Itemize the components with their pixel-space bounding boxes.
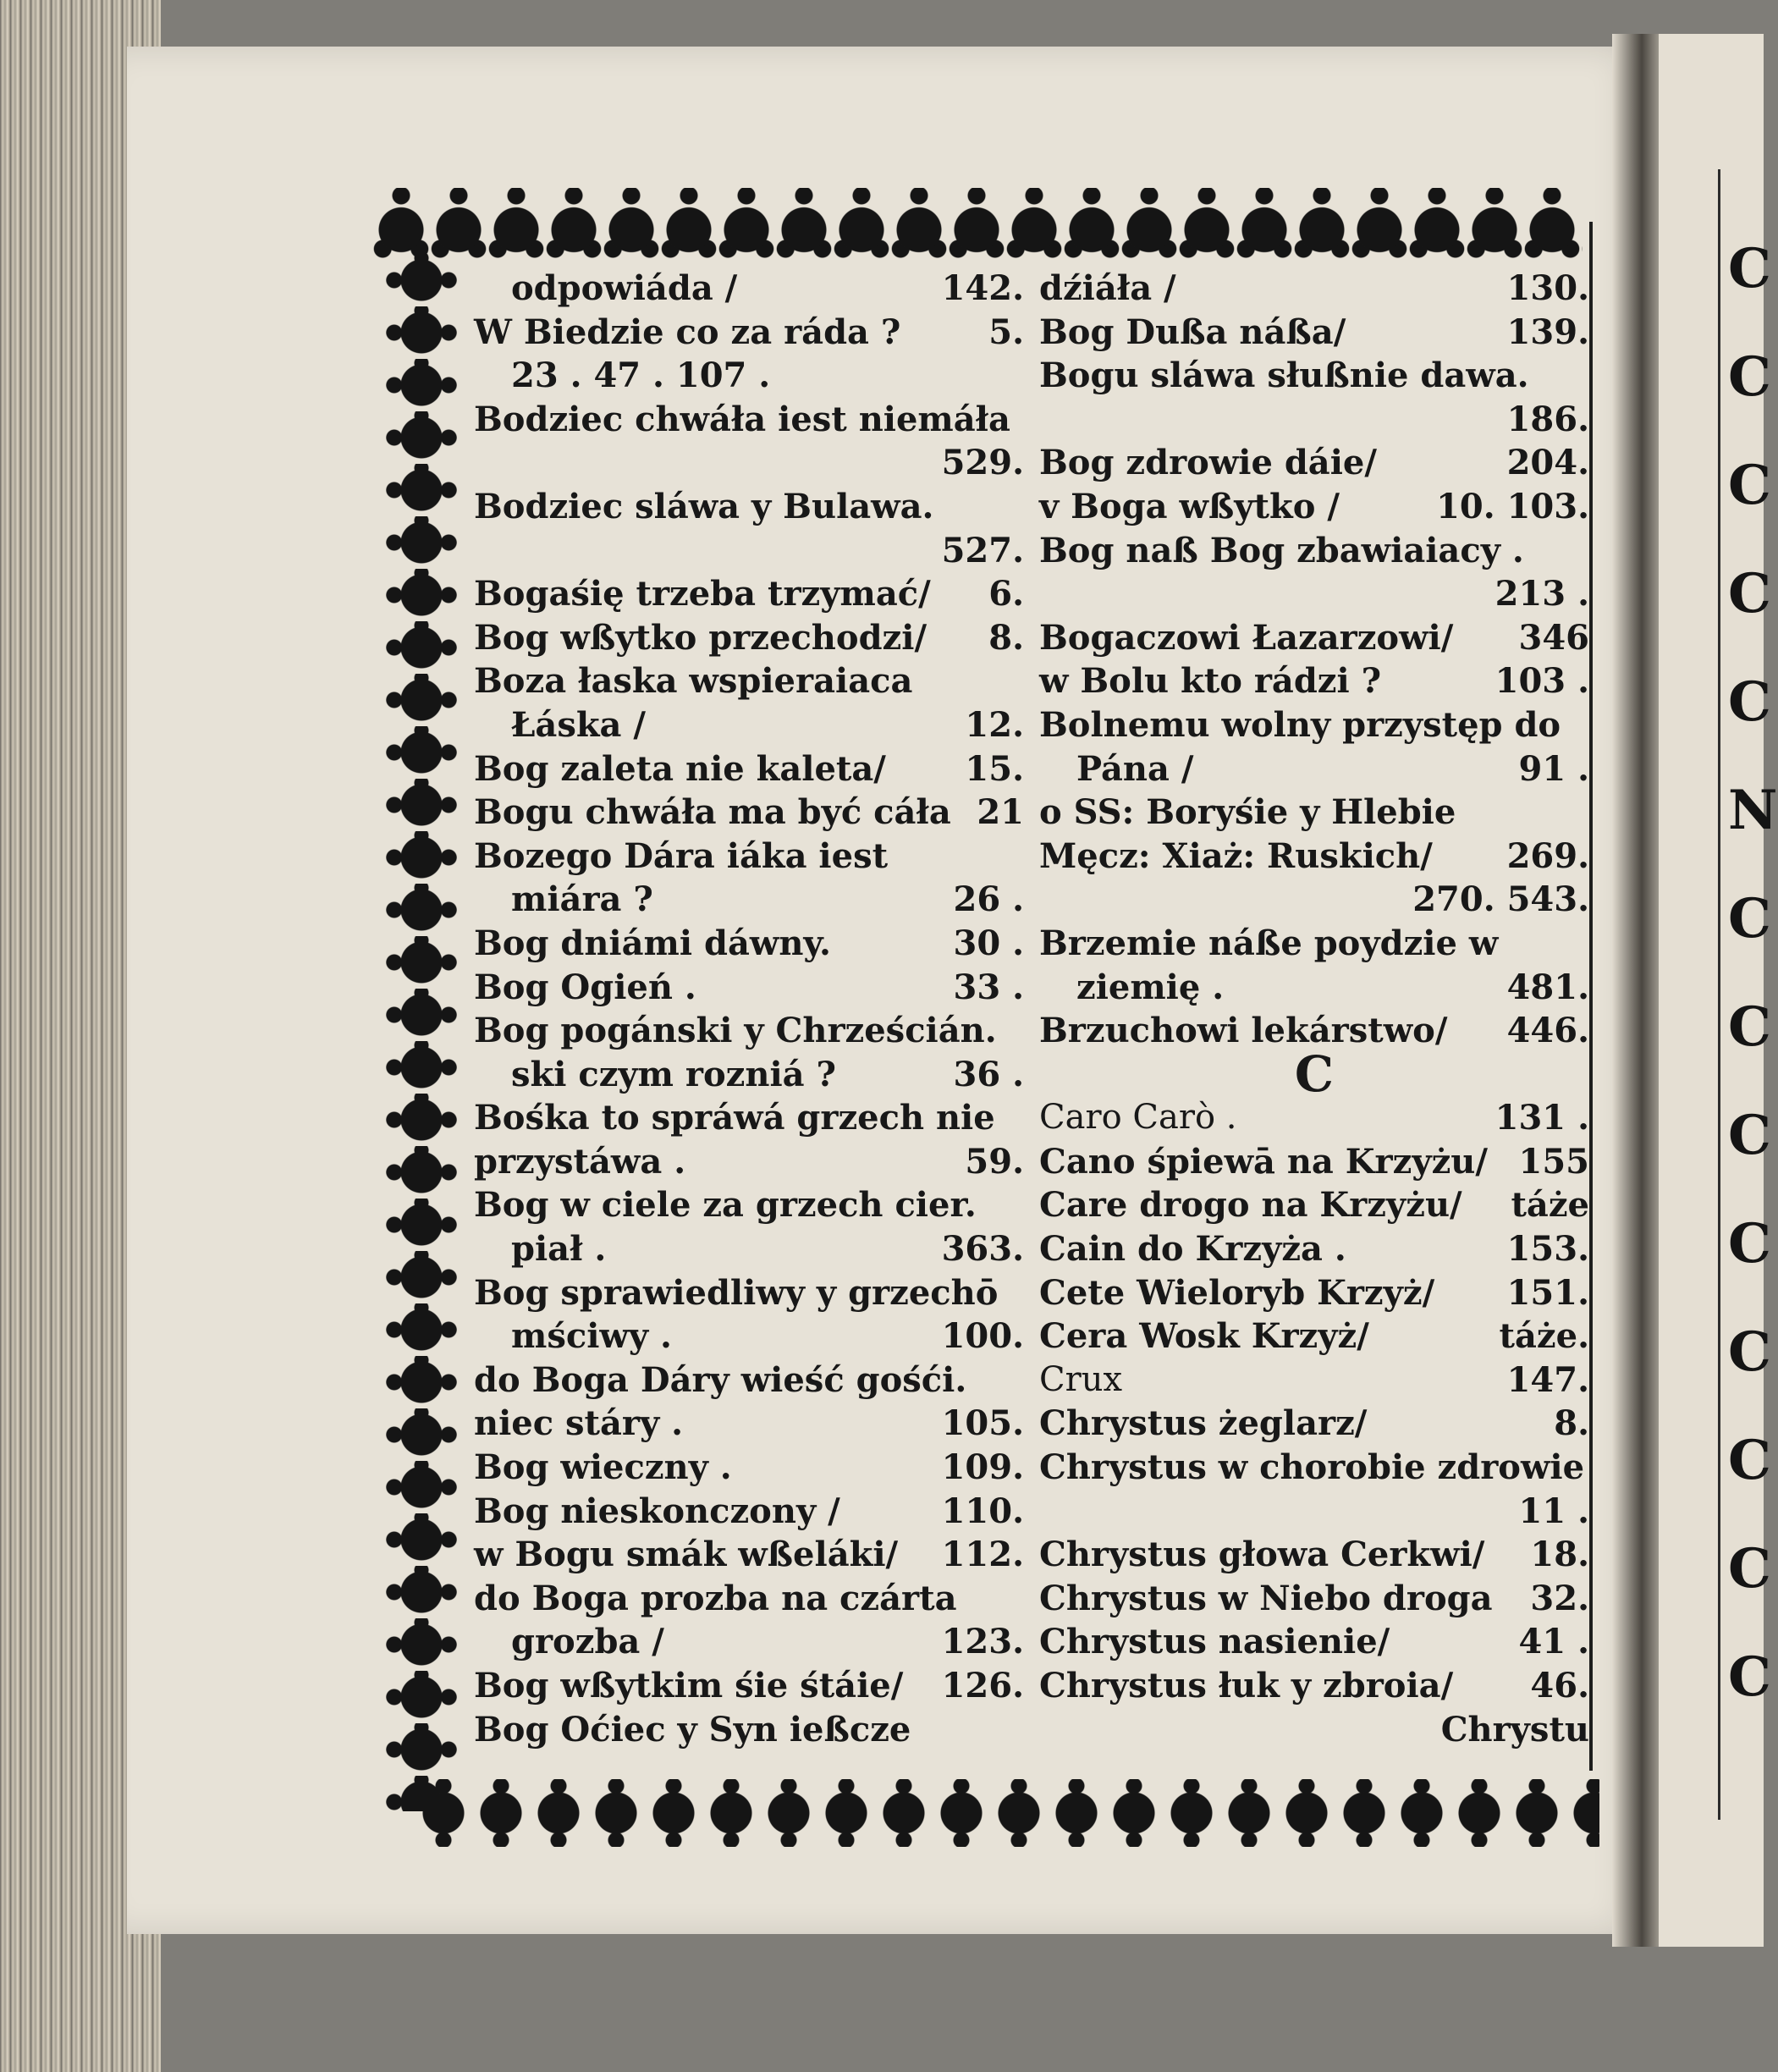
right-page-letter: C	[1728, 237, 1771, 300]
right-page-letter: C	[1728, 995, 1771, 1059]
entry-text: Bog Ogień .	[474, 967, 696, 1007]
entry-page-number: 130.	[1506, 268, 1589, 308]
entry-text	[1039, 1490, 1508, 1534]
index-column-right	[1039, 267, 1589, 1751]
entry-text	[474, 529, 932, 573]
right-page-letter: C	[1728, 1645, 1771, 1709]
entry-page-number: 30 .	[953, 923, 1024, 963]
entry-text: Łáska /	[511, 704, 647, 745]
entry-page-number: 147.	[1506, 1359, 1589, 1400]
entry-text: Bog nieskonczony /	[474, 1491, 840, 1531]
index-entry	[1039, 311, 1589, 355]
entry-text: Bogu sláwa słußnie dawa.	[1039, 355, 1529, 396]
index-entry	[1039, 878, 1589, 922]
index-entry	[474, 616, 1024, 660]
top-ornament-border	[372, 188, 1583, 264]
entry-page-number: 26 .	[953, 879, 1024, 920]
entry-page-number: 363.	[941, 1229, 1024, 1270]
index-entry	[474, 1140, 1024, 1184]
index-entry	[474, 1227, 1024, 1271]
entry-page-number	[1014, 1096, 1024, 1140]
entry-text: Bog naß Bog zbawiaiacy .	[1039, 530, 1524, 570]
index-entry	[474, 267, 1024, 311]
index-entry	[474, 1490, 1024, 1534]
index-entry	[1039, 1271, 1589, 1315]
index-entry	[1039, 1358, 1589, 1402]
index-entry	[1039, 835, 1589, 879]
entry-text: o SS: Boryśie y Hlebie	[1039, 792, 1456, 833]
entry-text: Bog zdrowie dáie/	[1039, 443, 1377, 483]
index-entry	[474, 398, 1024, 442]
entry-text: Chrystus w chorobie zdrowie	[1039, 1447, 1585, 1488]
index-entry	[1039, 1140, 1589, 1184]
index-entry	[474, 659, 1024, 703]
entry-text: Chrystus żeglarz/	[1039, 1403, 1368, 1444]
entry-text: Bog Oćiec y Syn ießcze	[474, 1709, 911, 1750]
entry-text: w Bogu smák wßeláki/	[474, 1535, 899, 1575]
index-entry	[1039, 747, 1589, 791]
bottom-ornament-border	[415, 1779, 1599, 1847]
index-entry	[1039, 616, 1589, 660]
entry-page-number: 36 .	[953, 1054, 1024, 1094]
entry-text: Bodziec chwáła iest niemáła	[474, 399, 1010, 439]
entry-text: mściwy .	[511, 1316, 672, 1357]
entry-text: przystáwa .	[474, 1141, 686, 1182]
right-page-letter: C	[1728, 670, 1771, 734]
index-entry	[1039, 1446, 1589, 1490]
entry-page-number: 142.	[941, 268, 1024, 308]
entry-text: Bog wßytko przechodzi/	[474, 617, 928, 658]
entry-text: odpowiáda /	[511, 268, 738, 308]
entry-text: Crux	[1039, 1359, 1123, 1399]
entry-text: Chrystus głowa Cerkwi/	[1039, 1535, 1485, 1575]
entry-text: Bogu chwáła ma być cáła	[474, 792, 951, 833]
entry-text	[1039, 398, 1497, 442]
entry-text: Bog sprawiedliwy y grzechō	[474, 1272, 999, 1313]
index-entry	[1039, 1533, 1589, 1577]
index-entry	[1039, 529, 1589, 573]
entry-page-number: 269.	[1506, 835, 1589, 876]
index-entry	[1039, 1577, 1589, 1621]
right-page-letter: C	[1728, 1104, 1771, 1167]
index-entry	[474, 1708, 1024, 1752]
index-entry	[1039, 485, 1589, 529]
entry-text: do Boga prozba na czárta	[474, 1578, 957, 1618]
entry-page-number: 123.	[941, 1622, 1024, 1662]
entry-page-number: 126.	[941, 1666, 1024, 1706]
entry-text: Chrystus nasienie/	[1039, 1622, 1390, 1662]
entry-page-number: 186.	[1506, 399, 1589, 439]
index-entry	[1039, 398, 1589, 442]
entry-text: Bog wieczny .	[474, 1447, 732, 1488]
index-entry	[474, 1533, 1024, 1577]
section-heading: C	[1294, 1044, 1335, 1103]
entry-text: Boza łaska wspieraiaca	[474, 661, 913, 702]
index-entry	[474, 835, 1024, 879]
entry-page-number	[1579, 703, 1589, 747]
entry-page-number: 155	[1518, 1141, 1589, 1182]
entry-text: Bog pogánski y Chrześcián.	[474, 1011, 997, 1051]
entry-page-number: 8.	[1554, 1403, 1589, 1444]
entry-text: Cain do Krzyża .	[1039, 1229, 1346, 1270]
entry-text: dźiáła /	[1039, 268, 1176, 308]
right-page-letter: C	[1728, 345, 1771, 409]
index-entry	[474, 703, 1024, 747]
entry-page-number	[1014, 1577, 1024, 1621]
entry-page-number: 18.	[1530, 1535, 1589, 1575]
entry-text: ski czym rozniá ?	[511, 1054, 836, 1094]
entry-page-number: 270. 543.	[1412, 879, 1589, 920]
entry-page-number: 15.	[965, 748, 1024, 789]
entry-page-number: 8.	[988, 617, 1024, 658]
entry-text: Bodziec sláwa y Bulawa.	[474, 486, 934, 526]
entry-page-number: 100.	[941, 1316, 1024, 1357]
index-entry	[474, 354, 1024, 398]
entry-text: Brzuchowi lekárstwo/	[1039, 1011, 1448, 1051]
entry-page-number: 12.	[965, 704, 1024, 745]
index-entry	[1039, 267, 1589, 311]
index-entry	[474, 1183, 1024, 1227]
entry-text: Cano śpiewā na Krzyżu/	[1039, 1141, 1488, 1182]
entry-page-number	[1014, 659, 1024, 703]
index-entry	[474, 1577, 1024, 1621]
entry-page-number	[1014, 1358, 1024, 1402]
entry-page-number	[1579, 529, 1589, 573]
entry-page-number	[1579, 354, 1589, 398]
index-entry	[1039, 1620, 1589, 1664]
entry-page-number: 131 .	[1495, 1098, 1589, 1138]
entry-text: Bozego Dára iáka iest	[474, 835, 889, 876]
index-entry	[1039, 1044, 1589, 1103]
index-entry	[474, 311, 1024, 355]
index-entry	[1039, 1402, 1589, 1446]
index-entry	[1039, 966, 1589, 1010]
entry-page-number: 151.	[1506, 1272, 1589, 1313]
entry-text: Caro Carò .	[1039, 1098, 1237, 1138]
entry-page-number	[1579, 922, 1589, 966]
right-page-letter: C	[1728, 1320, 1771, 1384]
entry-text: piał .	[511, 1229, 607, 1270]
entry-page-number: 91 .	[1518, 748, 1589, 789]
entry-page-number	[1014, 1708, 1024, 1752]
entry-text: Męcz: Xiaż: Ruskich/	[1039, 835, 1433, 876]
index-entry	[474, 791, 1024, 835]
entry-text: v Boga wßytko /	[1039, 486, 1340, 526]
entry-text: Care drogo na Krzyżu/	[1039, 1185, 1462, 1226]
index-entry	[474, 529, 1024, 573]
entry-text	[1039, 572, 1485, 616]
index-entry	[474, 1053, 1024, 1097]
entry-page-number: 346	[1518, 617, 1589, 658]
index-entry	[1039, 1096, 1589, 1140]
index-entry	[474, 1664, 1024, 1708]
entry-page-number: 103 .	[1495, 661, 1589, 702]
index-entry	[1039, 1183, 1589, 1227]
entry-text: Bogaczowi Łazarzowi/	[1039, 617, 1454, 658]
entry-page-number: 139.	[1506, 311, 1589, 352]
entry-text: Bośka to spráwá grzech nie	[474, 1098, 995, 1138]
entry-text: W Biedzie co za ráda ?	[474, 311, 901, 352]
entry-text: Cera Wosk Krzyż/	[1039, 1316, 1369, 1357]
entry-page-number	[1014, 1183, 1024, 1227]
entry-text: Bog Dußa náßa/	[1039, 311, 1346, 352]
entry-page-number	[1014, 1009, 1024, 1053]
entry-page-number: 446.	[1506, 1011, 1589, 1051]
entry-text: Brzemie náße poydzie w	[1039, 923, 1499, 963]
entry-page-number: 110.	[941, 1491, 1024, 1531]
index-entry	[474, 922, 1024, 966]
entry-page-number	[1579, 791, 1589, 835]
index-entry	[1039, 441, 1589, 485]
index-entry	[474, 1358, 1024, 1402]
index-entry	[1039, 659, 1589, 703]
index-entry	[474, 1402, 1024, 1446]
entry-page-number: 153.	[1506, 1229, 1589, 1270]
entry-text: ziemię .	[1076, 967, 1225, 1007]
entry-page-number: 527.	[941, 530, 1024, 570]
index-entry	[474, 1271, 1024, 1315]
entry-page-number	[1014, 354, 1024, 398]
entry-page-number: táże	[1511, 1185, 1589, 1226]
index-entry	[1039, 1227, 1589, 1271]
entry-text: grozba /	[511, 1622, 664, 1662]
frame-rule	[1589, 222, 1593, 1771]
right-page-rule	[1718, 169, 1720, 1820]
entry-text: Bog wßytkim śie śtáie/	[474, 1666, 904, 1706]
index-entry	[1039, 1664, 1589, 1708]
index-entry	[474, 1009, 1024, 1053]
entry-text: Bolnemu wolny przystęp do	[1039, 704, 1561, 745]
right-page-letter: N	[1728, 779, 1778, 842]
index-entry	[474, 1620, 1024, 1664]
entry-page-number	[1014, 835, 1024, 879]
right-page-letter: C	[1728, 1212, 1771, 1276]
entry-page-number: 213 .	[1495, 574, 1589, 614]
entry-page-number: 529.	[941, 443, 1024, 483]
entry-text: 23 . 47 . 107 .	[511, 355, 771, 396]
entry-text: Cete Wieloryb Krzyż/	[1039, 1272, 1435, 1313]
entry-page-number: 33 .	[953, 967, 1024, 1007]
entry-page-number: 46.	[1530, 1666, 1589, 1706]
right-page-letter: C	[1728, 454, 1771, 517]
entry-text: Pána /	[1076, 748, 1194, 789]
entry-page-number: 59.	[965, 1141, 1024, 1182]
index-entry	[1039, 703, 1589, 747]
index-entry	[474, 1446, 1024, 1490]
right-page-letter: C	[1728, 562, 1771, 625]
entry-page-number: 105.	[941, 1403, 1024, 1444]
entry-text: Bog zaleta nie kaleta/	[474, 748, 886, 789]
entry-page-number	[1584, 1446, 1594, 1490]
left-ornament-border	[383, 254, 460, 1811]
right-page-letter: C	[1728, 1429, 1771, 1492]
entry-text: Chrystus łuk y zbroia/	[1039, 1666, 1454, 1706]
entry-text: niec stáry .	[474, 1403, 684, 1444]
entry-page-number: 10. 103.	[1436, 486, 1589, 526]
catchword: Chrystu	[1440, 1709, 1589, 1750]
entry-page-number: táże.	[1499, 1316, 1589, 1357]
right-page-letter: C	[1728, 887, 1771, 951]
entry-text	[1039, 878, 1402, 922]
index-entry	[474, 485, 1024, 529]
index-entry	[474, 747, 1024, 791]
entry-page-number	[1014, 485, 1024, 529]
index-entry	[1039, 922, 1589, 966]
entry-text: miára ?	[511, 879, 653, 920]
entry-text: Bog dniámi dáwny.	[474, 923, 831, 963]
entry-page-number: 109.	[941, 1447, 1024, 1488]
entry-page-number: 204.	[1506, 443, 1589, 483]
index-entry	[474, 1314, 1024, 1358]
index-entry	[474, 966, 1024, 1010]
entry-page-number: 21	[977, 792, 1024, 833]
index-entry	[474, 878, 1024, 922]
index-entry	[1039, 791, 1589, 835]
entry-page-number	[1014, 1271, 1024, 1315]
entry-page-number	[1014, 398, 1024, 442]
entry-text: Bog w ciele za grzech cier.	[474, 1185, 977, 1226]
index-entry	[1039, 354, 1589, 398]
index-column-left	[474, 267, 1024, 1751]
entry-text: Bogaśię trzeba trzymać/	[474, 574, 931, 614]
index-entry	[1039, 1490, 1589, 1534]
index-entry	[1039, 572, 1589, 616]
index-entry	[1039, 1314, 1589, 1358]
entry-page-number: 481.	[1506, 967, 1589, 1007]
index-entry	[474, 1096, 1024, 1140]
entry-page-number: 41 .	[1518, 1622, 1589, 1662]
right-page-letter: C	[1728, 1537, 1771, 1601]
entry-text: Chrystus w Niebo droga	[1039, 1578, 1493, 1618]
index-entry	[474, 441, 1024, 485]
entry-text: w Bolu kto rádzi ?	[1039, 661, 1382, 702]
entry-text	[474, 441, 932, 485]
entry-text: do Boga Dáry wieść gośći.	[474, 1359, 967, 1400]
entry-page-number: 112.	[941, 1535, 1024, 1575]
entry-page-number: 11 .	[1518, 1491, 1589, 1531]
entry-page-number: 6.	[988, 574, 1024, 614]
entry-page-number: 5.	[988, 311, 1024, 352]
index-entry	[474, 572, 1024, 616]
entry-page-number: 32.	[1530, 1578, 1589, 1618]
